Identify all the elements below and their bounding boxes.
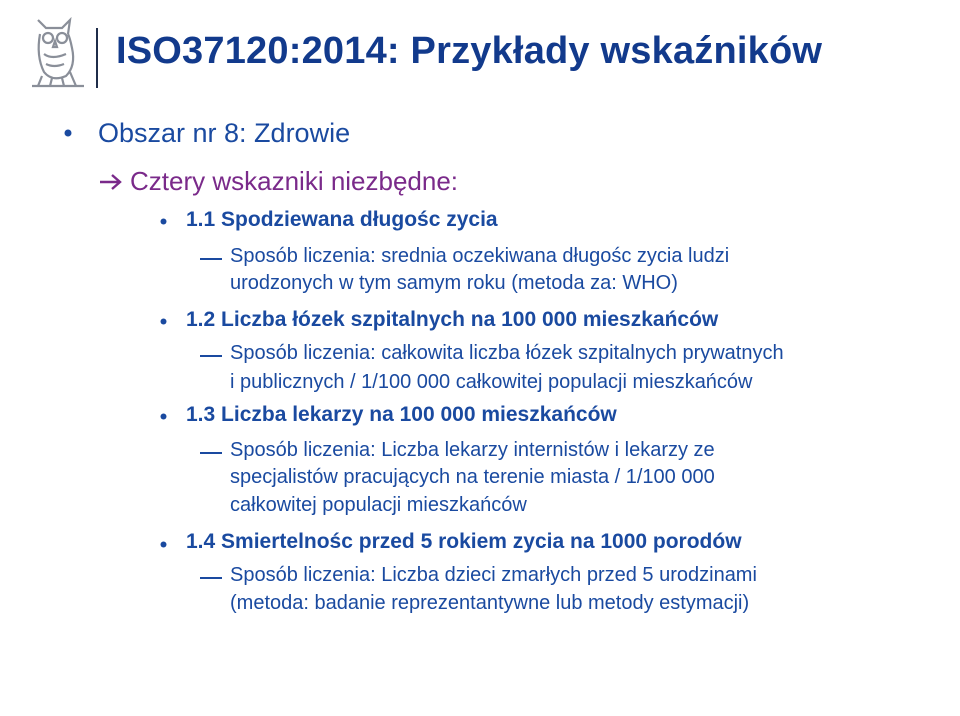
dash-marker	[200, 258, 222, 260]
dash-marker	[200, 355, 222, 357]
indicator-title: 1.3 Liczba lekarzy na 100 000 mieszkańców	[186, 403, 617, 426]
bullet-dot-icon	[160, 318, 167, 325]
subheading: Cztery wskazniki niezbędne:	[130, 166, 459, 196]
indicator-method-line: Sposób liczenia: Liczba lekarzy internistów i lekarzy ze	[230, 439, 715, 461]
indicator-method-line: całkowitej populacji mieszkańców	[230, 494, 527, 516]
indicator-title: 1.2 Liczba łózek szpitalnych na 100 000 mieszkańców	[186, 308, 719, 331]
arrow-right-icon	[98, 172, 124, 192]
page-title: ISO37120:2014: Przykłady wskaźników	[116, 30, 823, 72]
indicator-title: 1.1 Spodziewana długośc zycia	[186, 208, 498, 231]
indicator-method-line: Sposób liczenia: Liczba dzieci zmarłych przed 5 urodzinami	[230, 564, 757, 586]
indicator-method-line: i publicznych / 1/100 000 całkowitej populacji mieszkańców	[230, 371, 753, 393]
bullet-dot-icon	[64, 129, 72, 137]
indicator-method-line: specjalistów pracujących na terenie miasta / 1/100 000	[230, 466, 715, 488]
dash-marker	[200, 577, 222, 579]
area-heading: Obszar nr 8: Zdrowie	[98, 118, 351, 148]
indicator-method-line: Sposób liczenia: srednia oczekiwana długośc zycia ludzi	[230, 245, 730, 267]
indicator-method-line: (metoda: badanie reprezentantywne lub metody estymacji)	[230, 592, 750, 614]
owl-logo-icon	[22, 14, 94, 92]
dash-marker	[200, 452, 222, 454]
bullet-dot-icon	[160, 218, 167, 225]
logo-separator	[96, 28, 98, 88]
bullet-dot-icon	[160, 413, 167, 420]
indicator-method-line: urodzonych w tym samym roku (metoda za: WHO)	[230, 272, 678, 294]
indicator-title: 1.4 Smiertelnośc przed 5 rokiem zycia na 1000 porodów	[186, 530, 742, 553]
bullet-dot-icon	[160, 541, 167, 548]
indicator-method-line: Sposób liczenia: całkowita liczba łózek szpitalnych prywatnych	[230, 342, 784, 364]
